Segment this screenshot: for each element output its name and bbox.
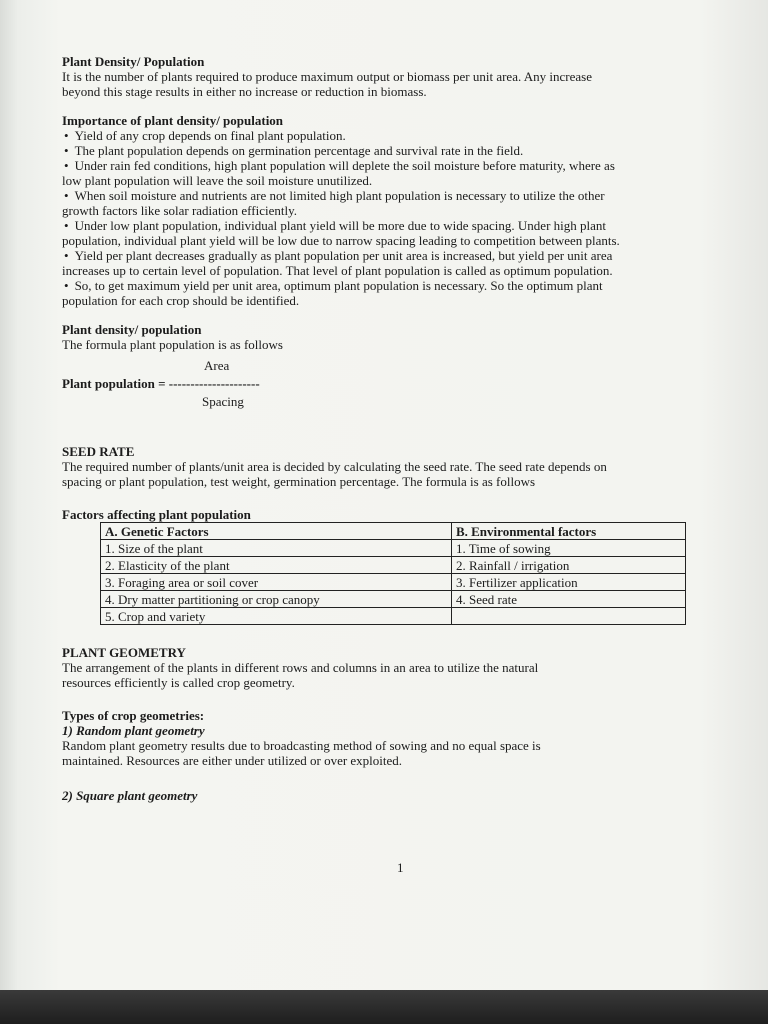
factors-table — [100, 522, 686, 625]
bullet-item: • Under low plant population, individual plant yield will be more due to wide spacing. Under high plant — [62, 218, 722, 233]
paragraph-line: spacing or plant population, test weight, germination percentage. The formula is as follows — [62, 474, 536, 489]
paragraph-line: The arrangement of the plants in different rows and columns in an area to utilize the natural — [62, 660, 539, 675]
bullet-continuation: population, individual plant yield will be low due to narrow spacing leading to competition between plants. — [62, 233, 620, 248]
section-title-types: Types of crop geometries: — [62, 708, 205, 723]
formula-numerator: Area — [204, 358, 230, 373]
table-row — [101, 574, 686, 591]
bullet-item: • Under rain fed conditions, high plant population will deplete the soil moisture before maturity, where as — [62, 158, 722, 173]
formula-denominator: Spacing — [202, 394, 244, 409]
genetic-factor-cell: 3. Foraging area or soil cover — [101, 574, 452, 591]
bullet-continuation: growth factors like solar radiation efficiently. — [62, 203, 298, 218]
section-title-factors: Factors affecting plant population — [62, 507, 251, 522]
section-title-formula: Plant density/ population — [62, 322, 202, 337]
table-header-genetic: A. Genetic Factors — [101, 523, 452, 540]
paragraph-line: It is the number of plants required to produce maximum output or biomass per unit area. Any increase — [62, 69, 592, 84]
subtitle-random-geometry: 1) Random plant geometry — [62, 723, 205, 738]
table-header-environmental: B. Environmental factors — [451, 523, 685, 540]
table-row — [101, 540, 686, 557]
paragraph-line: resources efficiently is called crop geometry. — [62, 675, 295, 690]
table-header-row — [101, 523, 686, 540]
environmental-factor-cell: 1. Time of sowing — [451, 540, 685, 557]
factors-table-body — [101, 540, 686, 625]
bullet-item: • So, to get maximum yield per unit area, optimum plant population is necessary. So the optimum plant — [62, 278, 722, 293]
section-title-importance: Importance of plant density/ population — [62, 113, 284, 128]
paragraph-line: beyond this stage results in either no increase or reduction in biomass. — [62, 84, 427, 99]
table-row — [101, 557, 686, 574]
table-row — [101, 591, 686, 608]
importance-list — [62, 128, 722, 308]
paragraph-line: The required number of plants/unit area is decided by calculating the seed rate. The seed rate depends on — [62, 459, 607, 474]
section-title-seed-rate: SEED RATE — [62, 444, 135, 459]
page-content — [62, 54, 722, 803]
environmental-factor-cell — [451, 608, 685, 625]
bullet-item: • Yield per plant decreases gradually as plant population per unit area is increased, but yield per unit area — [62, 248, 722, 263]
page-number: 1 — [397, 860, 404, 875]
formula-lhs: Plant population = --------------------- — [62, 376, 260, 391]
genetic-factor-cell: 4. Dry matter partitioning or crop canopy — [101, 591, 452, 608]
background-edge — [0, 990, 768, 1024]
environmental-factor-cell: 2. Rainfall / irrigation — [451, 557, 685, 574]
genetic-factor-cell: 5. Crop and variety — [101, 608, 452, 625]
subtitle-square-geometry: 2) Square plant geometry — [62, 788, 198, 803]
genetic-factor-cell: 1. Size of the plant — [101, 540, 452, 557]
table-row — [101, 608, 686, 625]
bullet-continuation: population for each crop should be identified. — [62, 293, 300, 308]
paragraph-line: Random plant geometry results due to broadcasting method of sowing and no equal space is — [62, 738, 541, 753]
paragraph-line: maintained. Resources are either under utilized or over exploited. — [62, 753, 403, 768]
bullet-item: • When soil moisture and nutrients are not limited high plant population is necessary to utilize the other — [62, 188, 722, 203]
bullet-item: • Yield of any crop depends on final plant population. — [62, 128, 722, 143]
section-title-plant-density: Plant Density/ Population — [62, 54, 205, 69]
plant-population-formula — [62, 358, 722, 414]
section-title-plant-geometry: PLANT GEOMETRY — [62, 645, 186, 660]
bullet-continuation: low plant population will leave the soil moisture unutilized. — [62, 173, 373, 188]
environmental-factor-cell: 4. Seed rate — [451, 591, 685, 608]
genetic-factor-cell: 2. Elasticity of the plant — [101, 557, 452, 574]
formula-intro: The formula plant population is as follows — [62, 337, 283, 352]
bullet-item: • The plant population depends on germination percentage and survival rate in the field. — [62, 143, 722, 158]
bullet-continuation: increases up to certain level of population. That level of plant population is called as optimum population. — [62, 263, 613, 278]
environmental-factor-cell: 3. Fertilizer application — [451, 574, 685, 591]
